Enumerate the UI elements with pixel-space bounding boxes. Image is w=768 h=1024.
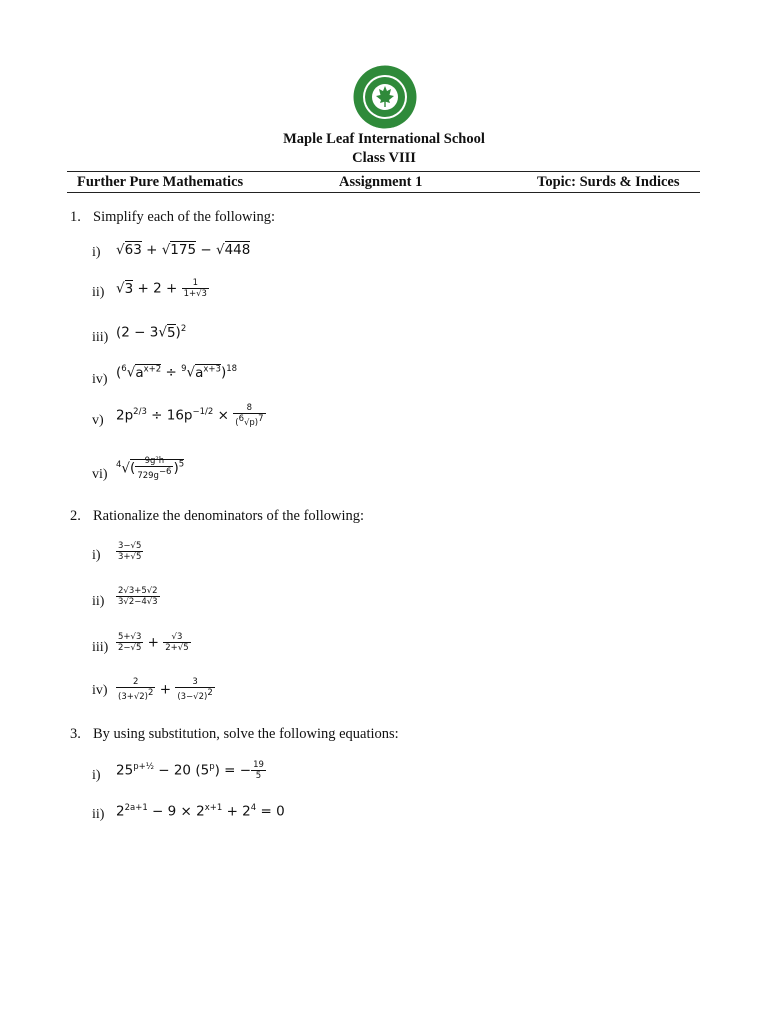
math-expression: $\frac{5+√3}{2-√5}$ + $\frac{√3}{2+√5}$: [118, 632, 189, 653]
item-label: ii): [92, 807, 105, 822]
item-label: i): [92, 245, 101, 260]
item-label: i): [92, 548, 101, 563]
school-name: Maple Leaf International School: [283, 131, 485, 147]
school-logo: [352, 64, 418, 130]
assignment-title: Assignment 1: [339, 174, 423, 190]
item-label: iv): [92, 372, 108, 387]
header-rule-top: [67, 171, 700, 172]
question-text: By using substitution, solve the following equations:: [93, 726, 399, 742]
item-label: vi): [92, 467, 108, 482]
math-expression: $\frac{3-√5}{3+√5}$: [118, 541, 142, 562]
math-expression: $2p^{2/3} \div 16p^{-1/2}$ × $\frac{8}{(^6√p)^7}$: [116, 403, 264, 428]
topic-title: Topic: Surds & Indices: [537, 174, 680, 190]
math-expression: $\frac{2√3+5√2}{3√2-4√3}$: [118, 586, 158, 607]
math-expression: √3 + 2 + $\frac{1}{1+√3}$: [116, 278, 207, 299]
item-label: iii): [92, 640, 109, 655]
item-label: ii): [92, 594, 105, 609]
question-number: 3.: [70, 726, 81, 742]
subject-title: Further Pure Mathematics: [77, 174, 244, 190]
math-expression: $(2 - 3√5)^2$: [116, 324, 187, 341]
header-rule-bottom: [67, 192, 700, 193]
math-expression: $(^6√a^{x+2} \div ^9√a^{x+3})^{18}$: [116, 364, 238, 381]
question-text: Rationalize the denominators of the following:: [93, 508, 365, 524]
question-number: 2.: [70, 508, 81, 524]
item-label: v): [92, 413, 104, 428]
math-expression: $25^{p+\frac{1}{2}} - 20$ $(5^p)$ = − $\frac{19}{5}$: [116, 760, 264, 781]
math-expression: $\frac{2}{(3+√2)^2}$ + $\frac{3}{(3-√2)^2}$: [118, 677, 213, 702]
math-expression: √63 + √175 − √448: [116, 242, 251, 258]
item-label: ii): [92, 285, 105, 300]
math-expression: $^4$√( $\frac{\text{9g²h}}{729g^{-6}}$ )$^5$: [116, 456, 185, 481]
item-label: i): [92, 768, 101, 783]
math-expression: $2^{2a+1} - 9 \times 2^{x+1} + 2^4 = 0$: [116, 803, 285, 820]
class-title: Class VIII: [352, 150, 416, 166]
question-number: 1.: [70, 209, 81, 225]
question-text: Simplify each of the following:: [93, 209, 276, 225]
item-label: iv): [92, 683, 108, 698]
item-label: iii): [92, 330, 109, 345]
